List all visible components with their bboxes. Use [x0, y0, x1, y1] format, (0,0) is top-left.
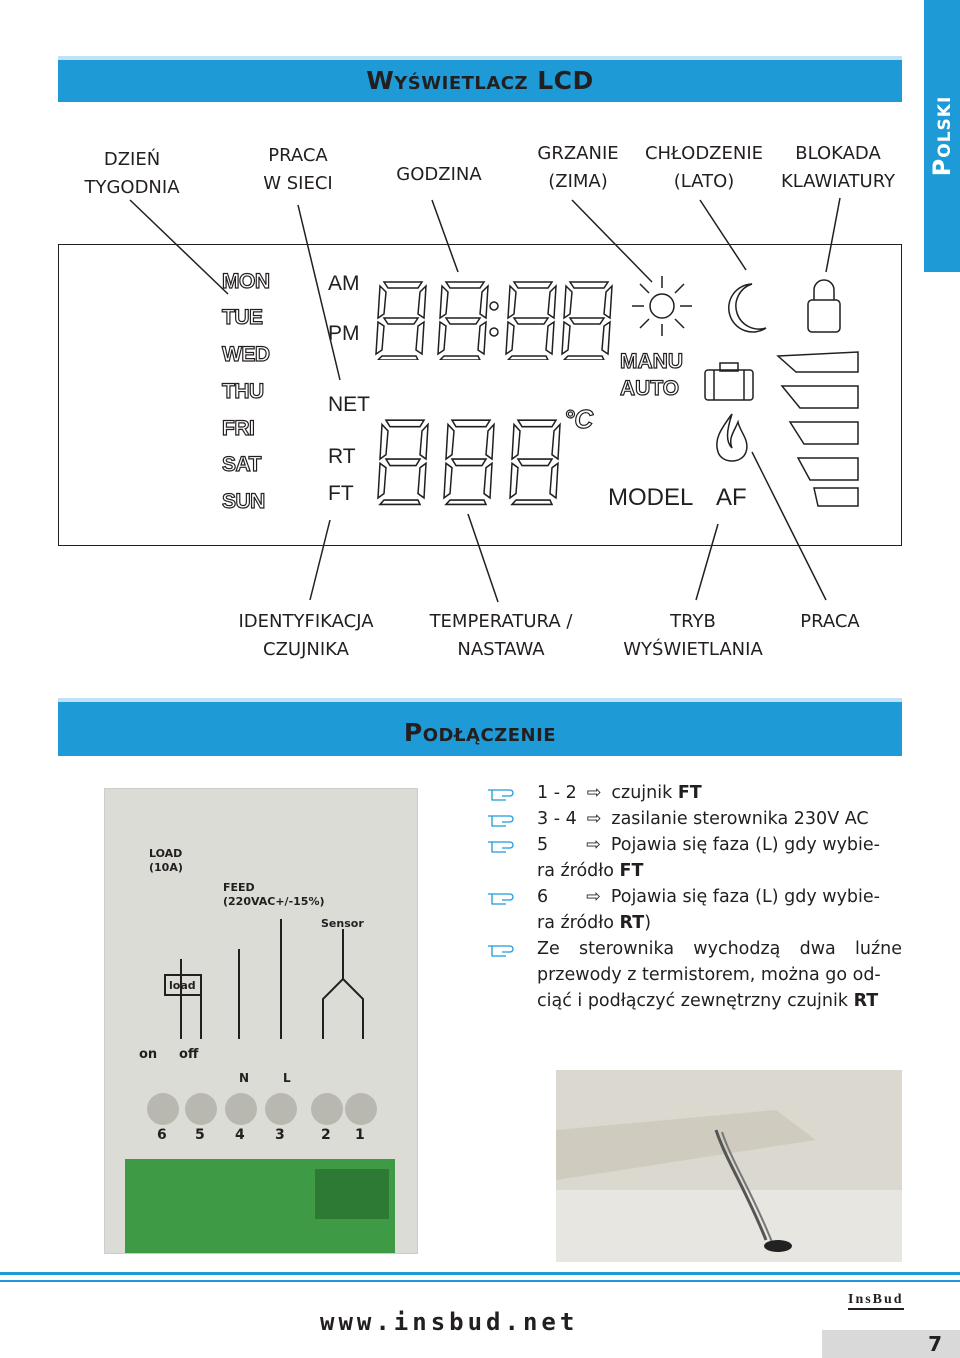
level-bars-icon: [776, 350, 866, 510]
load-amp-label: (10A): [149, 861, 183, 874]
pointing-hand-icon: [488, 946, 513, 956]
terminal-number: 6: [157, 1127, 167, 1143]
label-display-mode: [616, 608, 770, 664]
section-header-connection: [58, 698, 902, 756]
label-sensor-id: [226, 608, 386, 664]
arrow-icon: ⇨: [586, 809, 602, 829]
label-line: TEMPERATURA /: [429, 611, 573, 632]
digit: [378, 420, 428, 504]
terminal-number: 5: [195, 1127, 205, 1143]
item-5: [537, 936, 902, 1014]
device-photo: [104, 788, 418, 1254]
label-line: PRACA: [800, 611, 860, 632]
day-sun: SUN: [222, 490, 265, 513]
page-number-box: [822, 1330, 960, 1358]
lcd-pm: PM: [328, 322, 360, 345]
footer-divider: [0, 1280, 960, 1282]
flame-icon: [712, 412, 752, 466]
label-line: W SIECI: [263, 173, 333, 194]
item-bold: RT: [853, 991, 879, 1011]
terminal-number: 2: [321, 1127, 331, 1143]
item-text: zasilanie sterownika 230V AC: [611, 809, 869, 829]
day-mon: MON: [222, 270, 270, 293]
label-line: CZUJNIKA: [263, 639, 349, 660]
load-box-label: load: [169, 979, 196, 992]
digit: [438, 282, 488, 360]
pointing-hand-icon: [488, 842, 513, 852]
label-line: CHŁODZENIE: [644, 143, 764, 164]
digit: [506, 282, 556, 360]
lcd-auto: AUTO: [620, 377, 680, 400]
day-sat: SAT: [222, 453, 261, 476]
sensor-cable-photo: [556, 1070, 902, 1262]
lcd-af: AF: [716, 484, 747, 511]
time-digits: [370, 280, 620, 360]
item-bold: FT: [619, 861, 644, 881]
item-text: czujnik: [611, 783, 678, 803]
page-number: 7: [928, 1332, 942, 1356]
label-line: NASTAWA: [457, 639, 545, 660]
lock-icon: [804, 276, 846, 336]
item-3: [537, 832, 902, 884]
item-text: ra źródło: [537, 913, 620, 933]
arrow-icon: ⇨: [586, 887, 601, 907]
insbud-logo: InsBud: [848, 1292, 904, 1310]
lcd-model: MODEL: [608, 484, 694, 511]
label-line: KLAWIATURY: [780, 171, 896, 192]
item-number: 1 - 2: [537, 783, 577, 803]
label-line: (ZIMA): [548, 171, 608, 192]
website-url[interactable]: www.insbud.net: [320, 1308, 579, 1336]
lcd-rt: RT: [328, 445, 356, 468]
item-number: 3 - 4: [537, 809, 577, 829]
l-label: L: [283, 1071, 291, 1085]
terminal-number: 3: [275, 1127, 285, 1143]
label-line: TYGODNIA: [84, 177, 180, 198]
item-number: 5: [537, 835, 549, 855]
label-work: [790, 608, 870, 636]
off-label: off: [179, 1047, 199, 1062]
label-line: GODZINA: [396, 164, 482, 185]
temp-digits: [370, 418, 570, 508]
arrow-icon: ⇨: [586, 783, 602, 803]
item-text: ): [644, 913, 652, 933]
feed-range-label: (220VAC+/-15%): [223, 895, 325, 908]
sensor-label: Sensor: [321, 917, 364, 930]
item-text: ra źródło: [537, 861, 620, 881]
n-label: N: [239, 1071, 250, 1085]
pointing-hand-icon: [488, 816, 513, 826]
lcd-ft: FT: [328, 482, 354, 505]
item-bold: RT: [619, 913, 645, 933]
label-line: DZIEŃ: [103, 149, 161, 170]
label-line: TRYB: [670, 611, 716, 632]
colon-dot: [490, 328, 498, 336]
language-tab-label: Polski: [928, 95, 956, 177]
section-title-lcd: Wyświetlacz LCD: [366, 66, 594, 95]
label-line: PRACA: [268, 145, 328, 166]
day-wed: WED: [222, 343, 270, 366]
label-temperature: [418, 608, 584, 664]
lcd-am: AM: [328, 272, 360, 295]
section-title-connection: Podłączenie: [403, 718, 557, 747]
unit-celsius: °C: [564, 404, 594, 434]
lcd-manu: MANU: [620, 350, 683, 373]
digit: [376, 282, 426, 360]
terminal-number: 4: [235, 1127, 245, 1143]
cable-drawing: [556, 1070, 902, 1262]
label-line: IDENTYFIKACJA: [238, 611, 374, 632]
item-bold: FT: [677, 783, 702, 803]
pointing-hand-icon: [488, 790, 513, 800]
day-fri: FRI: [222, 417, 255, 440]
item-text: Pojawia się faza (L) gdy wybie-: [610, 835, 880, 855]
colon-dot: [490, 302, 498, 310]
pointing-hand-icon: [488, 894, 513, 904]
item-text: Ze sterownika wychodzą dwa luźne przewody z termistorem, można go od-: [537, 939, 902, 985]
on-label: on: [139, 1047, 158, 1062]
briefcase-icon: [702, 360, 756, 402]
sun-icon: [628, 272, 696, 340]
feed-label: FEED: [223, 881, 255, 894]
terminal-number: 1: [355, 1127, 365, 1143]
item-4: [537, 884, 902, 936]
digit: [510, 420, 560, 504]
load-label: LOAD: [149, 847, 183, 860]
item-text: Pojawia się faza (L) gdy wybie-: [610, 887, 880, 907]
item-2: [537, 806, 902, 832]
item-text: ciąć i podłączyć zewnętrzny czujnik: [537, 991, 854, 1011]
day-tue: TUE: [222, 306, 263, 329]
footer-divider: [0, 1272, 960, 1275]
item-number: 6: [537, 887, 549, 907]
moon-icon: [722, 280, 772, 336]
pointing-hand-icons: [486, 784, 526, 974]
label-line: (LATO): [673, 171, 735, 192]
arrow-icon: ⇨: [586, 835, 601, 855]
label-line: WYŚWIETLANIA: [623, 639, 763, 660]
digit: [562, 282, 612, 360]
lcd-net: NET: [328, 393, 370, 416]
label-line: BLOKADA: [795, 143, 881, 164]
day-thu: THU: [222, 380, 264, 403]
item-1: [537, 780, 902, 806]
label-line: GRZANIE: [537, 143, 619, 164]
digit: [444, 420, 494, 504]
